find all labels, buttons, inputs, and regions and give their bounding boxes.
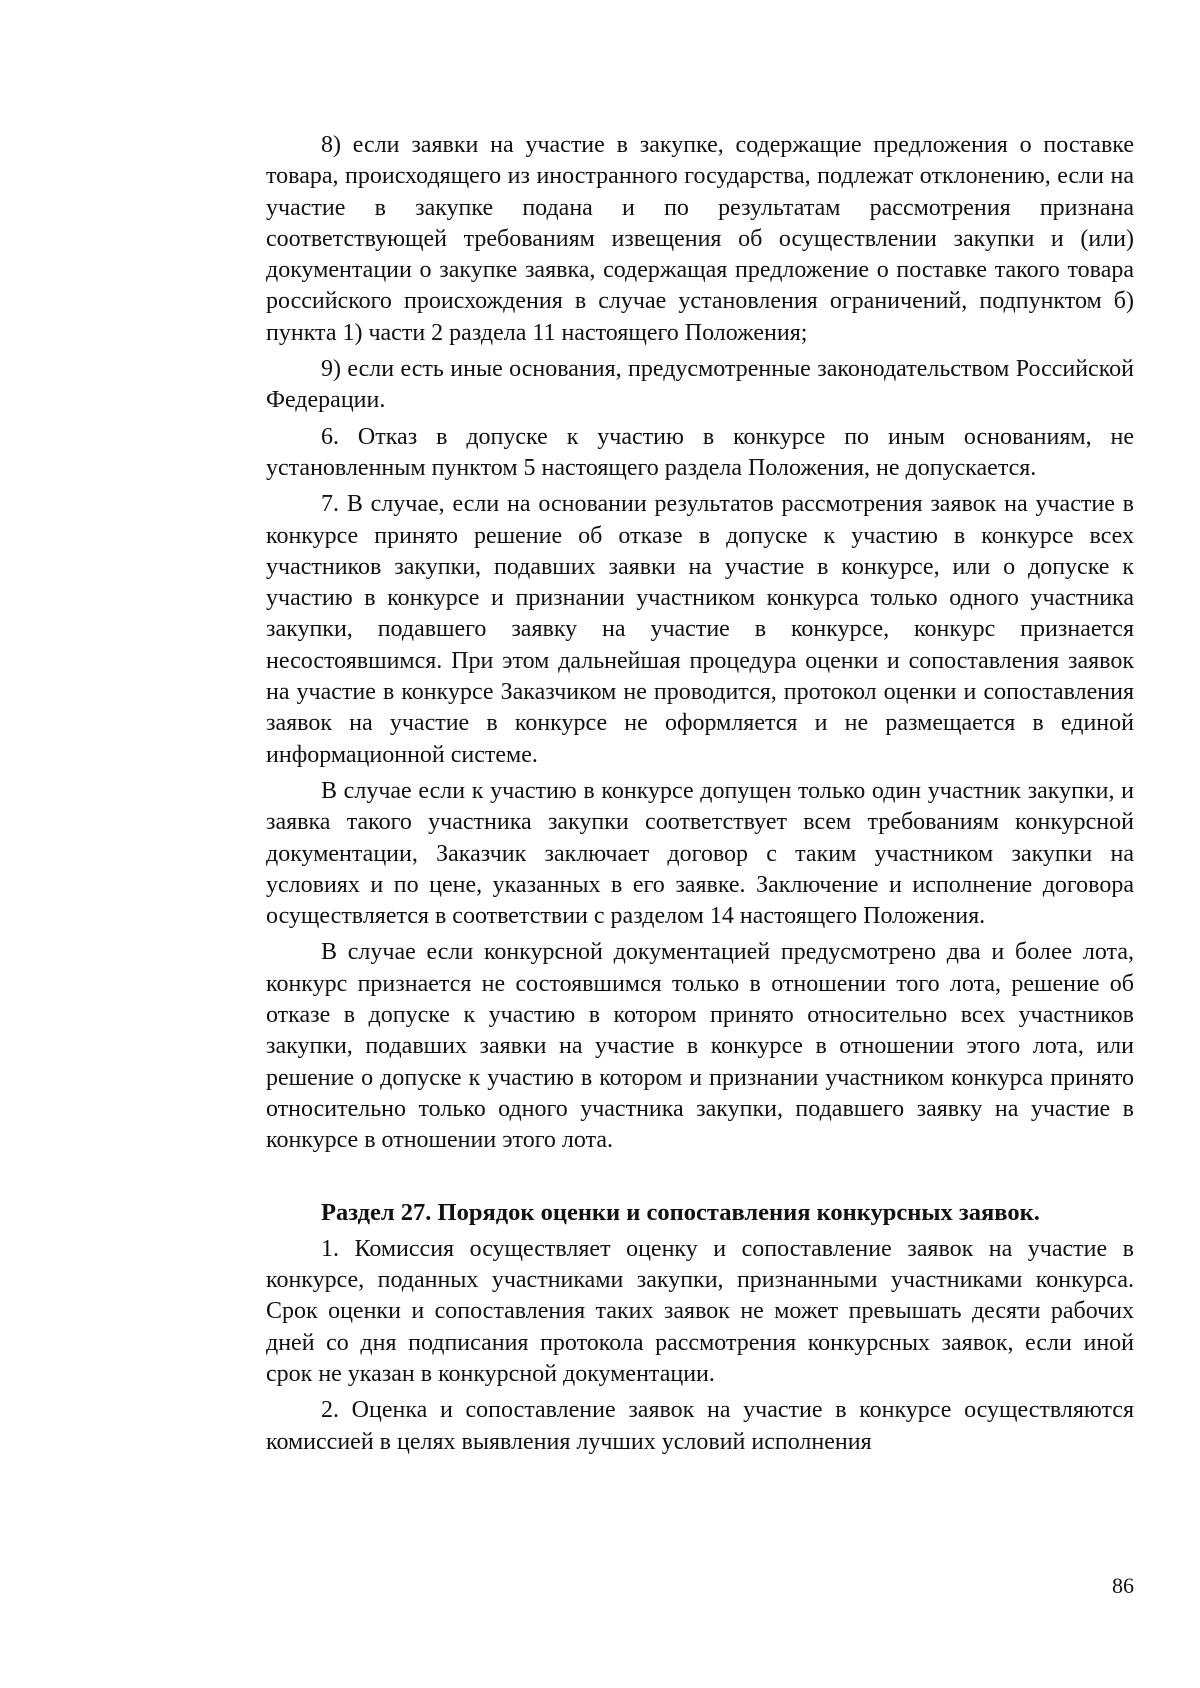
paragraph-item-9: 9) если есть иные основания, предусмотренные законодательством Российской Федерации. bbox=[266, 356, 1134, 414]
page-number: 86 bbox=[1112, 1573, 1134, 1598]
paragraph-item-8: 8) если заявки на участие в закупке, содержащие предложения о поставке товара, происходящего из иностранного государства, подлежат отклонению, если на участие в закупке подана и по результатам рассмотрения признана соответствующей требованиям извещения об осуществлении закупки и (или) документации о закупке заявка, содержащая предложение о поставке такого товара российского происхождения в случае установления ограничений, подпунктом б) пункта 1) части 2 раздела 11 настоящего Положения; bbox=[266, 132, 1134, 346]
paragraph-single-participant: В случае если к участию в конкурсе допущен только один участник закупки, и заявка такого участника закупки соответствует всем требованиям конкурсной документации, Заказчик заключает договор с таким участником закупки на условиях и по цене, указанных в его заявке. Заключение и исполнение договора осуществляется в соответствии с разделом 14 настоящего Положения. bbox=[266, 777, 1134, 930]
document-page bbox=[266, 130, 1134, 1463]
paragraph-clause-7: 7. В случае, если на основании результатов рассмотрения заявок на участие в конкурсе принято решение об отказе в допуске к участию в конкурсе всех участников закупки, подавших заявки на участие в конкурсе, или о допуске к участию в конкурсе и признании участником конкурса только одного участника закупки, подавшего заявку на участие в конкурсе, конкурс признается несостоявшимся. При этом дальнейшая процедура оценки и сопоставления заявок на участие в конкурсе Заказчиком не проводится, протокол оценки и сопоставления заявок на участие в конкурсе не оформляется и не размещается в единой информационной системе. bbox=[266, 491, 1134, 768]
section-heading: Раздел 27. Порядок оценки и сопоставления конкурсных заявок. bbox=[321, 1198, 1040, 1226]
section-paragraph-2: 2. Оценка и сопоставление заявок на участие в конкурсе осуществляются комиссией в целях выявления лучших условий исполнения bbox=[266, 1397, 1134, 1455]
paragraph-multiple-lots: В случае если конкурсной документацией предусмотрено два и более лота, конкурс признается не состоявшимся только в отношении того лота, решение об отказе в допуске к участию в котором принято относительно всех участников закупки, подавших заявки на участие в конкурсе в отношении этого лота, или решение о допуске к участию в котором и признании участником конкурса принято относительно только одного участника закупки, подавшего заявку на участие в конкурсе в отношении этого лота. bbox=[266, 939, 1134, 1154]
section-paragraph-1: 1. Комиссия осуществляет оценку и сопоставление заявок на участие в конкурсе, поданных участниками закупки, признанными участниками конкурса. Срок оценки и сопоставления таких заявок не может превышать десяти рабочих дней со дня подписания протокола рассмотрения конкурсных заявок, если иной срок не указан в конкурсной документации. bbox=[266, 1235, 1134, 1387]
paragraph-clause-6: 6. Отказ в допуске к участию в конкурсе по иным основаниям, не установленным пунктом 5 настоящего раздела Положения, не допускается. bbox=[266, 423, 1134, 481]
